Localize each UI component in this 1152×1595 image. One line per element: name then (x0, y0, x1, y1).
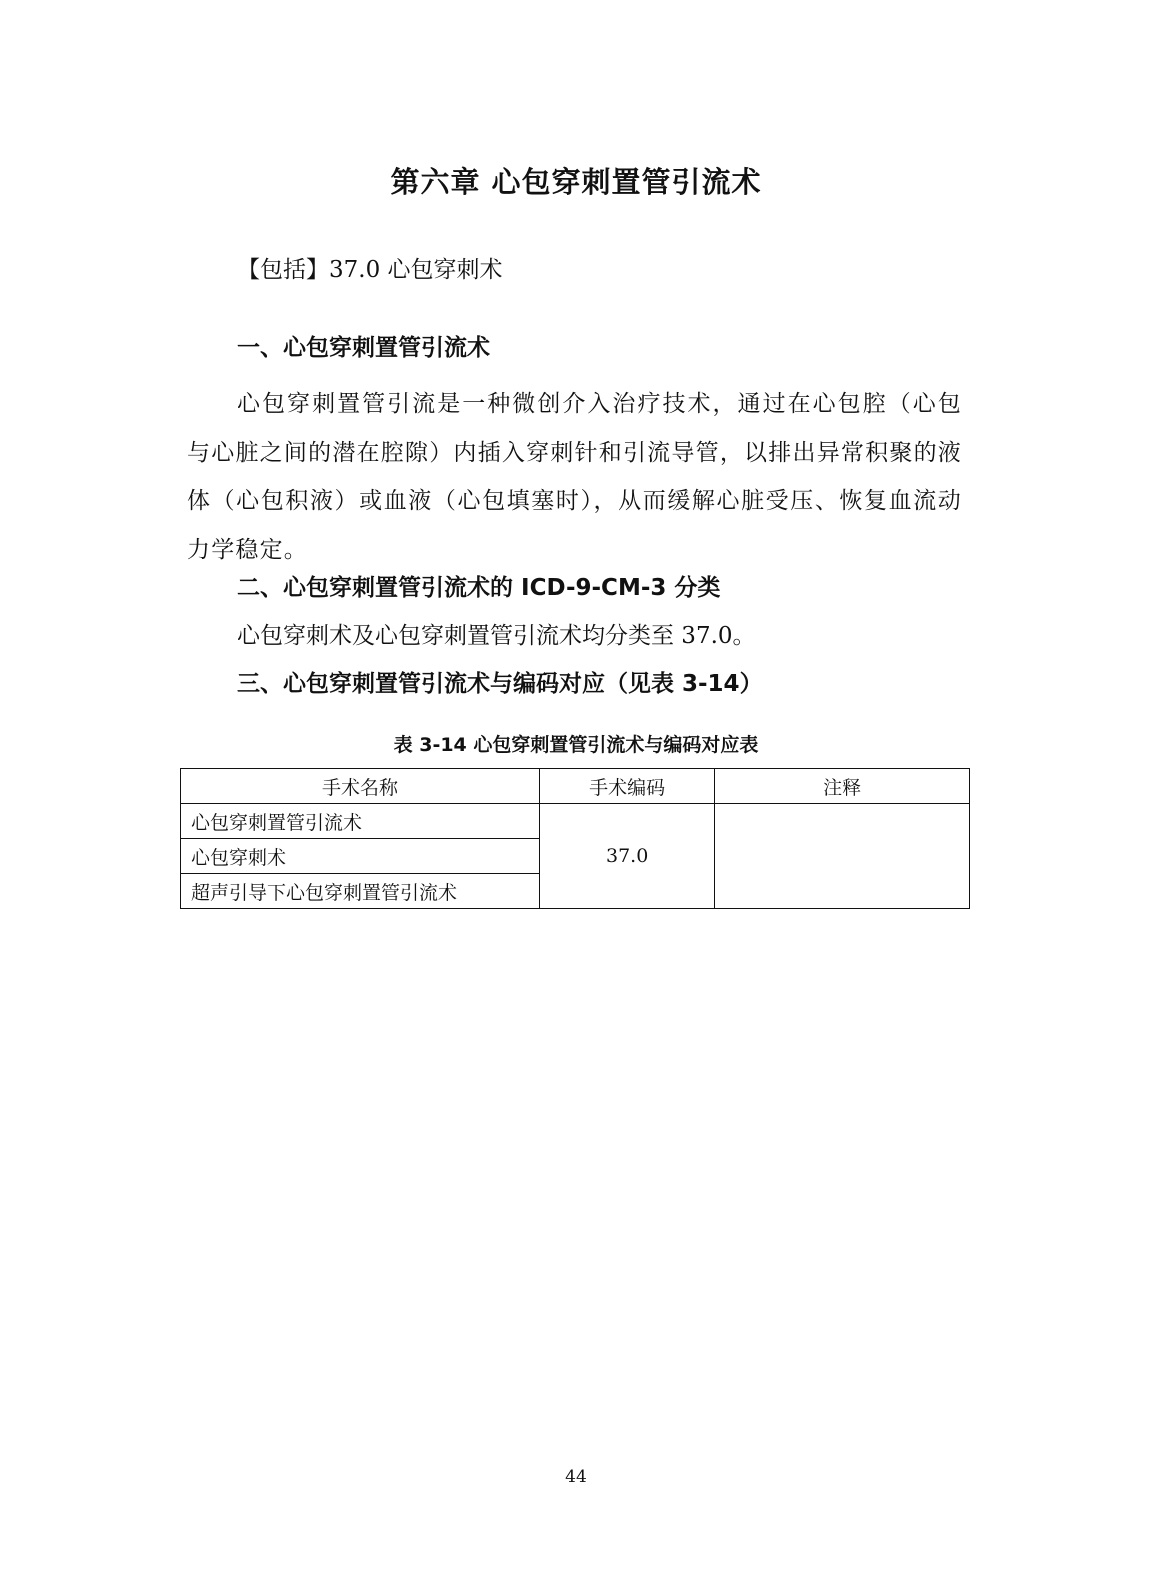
procedure-name-cell: 心包穿刺置管引流术 (181, 804, 540, 839)
procedure-name-cell: 心包穿刺术 (181, 839, 540, 874)
procedure-name-cell: 超声引导下心包穿刺置管引流术 (181, 874, 540, 909)
table-header-row (181, 769, 970, 804)
notes-cell (715, 804, 970, 909)
section-1-body: 心包穿刺置管引流是一种微创介入治疗技术，通过在心包腔（心包与心脏之间的潜在腔隙）内插入穿刺针和引流导管，以排出异常积聚的液体（心包积液）或血液（心包填塞时），从而缓解心脏受压、恢复血流动力学稳定。 (187, 391, 962, 563)
header-procedure-name: 手术名称 (181, 769, 540, 804)
page-number: 44 (565, 1467, 587, 1487)
table-row (181, 804, 970, 839)
chapter-title: 第六章 心包穿刺置管引流术 (390, 165, 762, 199)
includes-line: 【包括】37.0 心包穿刺术 (237, 257, 503, 283)
header-notes: 注释 (715, 769, 970, 804)
procedure-code-cell: 37.0 (540, 804, 715, 909)
header-procedure-code: 手术编码 (540, 769, 715, 804)
section-2-body: 心包穿刺术及心包穿刺置管引流术均分类至 37.0。 (237, 623, 756, 649)
section-3-heading: 三、心包穿刺置管引流术与编码对应（见表 3-14） (237, 671, 763, 697)
section-1-heading: 一、心包穿刺置管引流术 (237, 335, 490, 361)
table-caption: 表 3-14 心包穿刺置管引流术与编码对应表 (393, 734, 759, 756)
procedure-code-table (180, 768, 970, 909)
section-2-heading: 二、心包穿刺置管引流术的 ICD-9-CM-3 分类 (237, 575, 721, 601)
